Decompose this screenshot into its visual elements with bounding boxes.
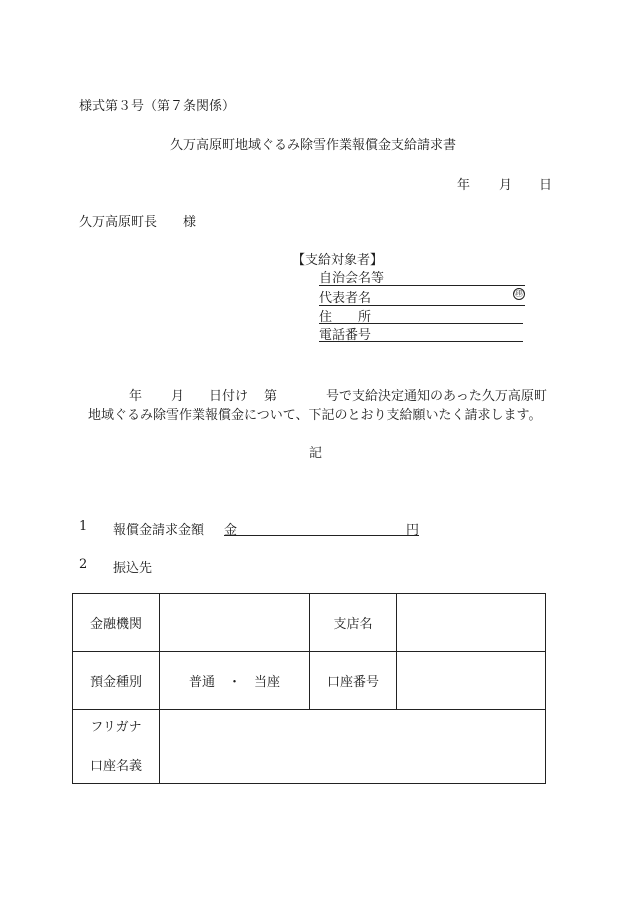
institution-input[interactable] xyxy=(160,594,310,652)
applicant-heading: 【支給対象者】 xyxy=(292,253,384,268)
association-label: 自治会名等 xyxy=(319,271,385,286)
body-no: 第 xyxy=(264,389,278,404)
date-month: 月 xyxy=(499,178,513,193)
account-number-label-cell xyxy=(310,652,397,710)
address-field[interactable] xyxy=(319,306,523,324)
item2-label: 振込先 xyxy=(113,561,153,576)
addressee: 久万高原町長 様 xyxy=(79,215,197,230)
phone-field[interactable] xyxy=(319,324,523,342)
body-line2: 地域ぐるみ除雪作業報償金について、下記のとおり支給願いたく請求します。 xyxy=(88,408,542,423)
account-name-input[interactable] xyxy=(160,710,546,784)
item2-number: 2 xyxy=(79,557,88,572)
association-field[interactable] xyxy=(319,267,525,286)
item1-number: 1 xyxy=(79,519,88,534)
seal-mark: ㊞ xyxy=(514,289,524,299)
representative-field[interactable] xyxy=(319,287,525,306)
date-day: 日 xyxy=(539,178,553,193)
address-label: 住 所 xyxy=(319,310,372,325)
branch-label-cell xyxy=(310,594,397,652)
body-line1-rest: 号で支給決定通知のあった久万高原町 xyxy=(326,389,547,404)
amount-field[interactable] xyxy=(224,519,419,536)
body-dated: 日付け xyxy=(209,389,249,404)
deposit-type-options[interactable] xyxy=(160,652,310,710)
branch-label: 支店名 xyxy=(333,617,373,632)
yen-label: 円 xyxy=(405,523,419,538)
item1-label: 報償金請求金額 xyxy=(113,523,205,538)
deposit-options-text: 普通 ・ 当座 xyxy=(188,675,280,690)
account-name-label: 口座名義 xyxy=(89,759,142,774)
representative-label: 代表者名 xyxy=(319,291,372,306)
bank-account-table xyxy=(72,593,546,784)
form-number: 様式第３号（第７条関係） xyxy=(79,99,236,114)
branch-input[interactable] xyxy=(397,594,546,652)
body-year: 年 xyxy=(129,389,143,404)
account-name-label-cell xyxy=(73,710,160,784)
institution-label: 金融機関 xyxy=(89,617,142,632)
furigana-label: フリガナ xyxy=(90,720,142,735)
body-month: 月 xyxy=(171,389,185,404)
date-year: 年 xyxy=(457,178,471,193)
ki-mark: 記 xyxy=(309,446,323,461)
deposit-type-label: 預金種別 xyxy=(89,675,142,690)
account-number-label: 口座番号 xyxy=(326,675,379,690)
institution-label-cell xyxy=(73,594,160,652)
account-number-input[interactable] xyxy=(397,652,546,710)
deposit-type-label-cell xyxy=(73,652,160,710)
kin-label: 金 xyxy=(224,523,238,538)
phone-label: 電話番号 xyxy=(319,328,372,343)
document-title: 久万高原町地域ぐるみ除雪作業報償金支給請求書 xyxy=(170,138,457,153)
